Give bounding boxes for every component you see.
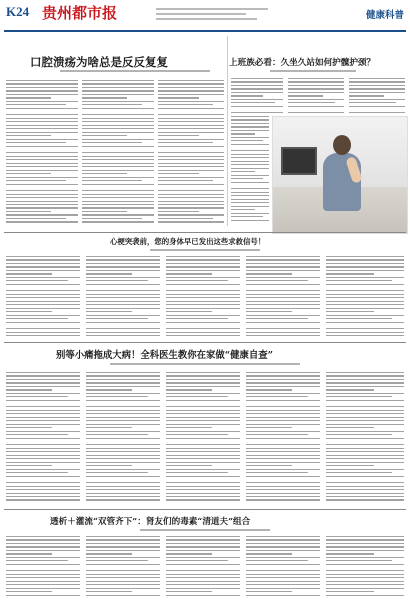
- section-title: 健康科普: [365, 10, 404, 21]
- section-divider: [4, 232, 406, 233]
- section-divider: [4, 509, 406, 510]
- article-body-text: [6, 372, 80, 507]
- article-byline: [140, 529, 270, 531]
- article-byline: [150, 249, 260, 251]
- article-body-text: [349, 78, 405, 114]
- article-byline: [60, 70, 210, 72]
- article-byline: [270, 70, 356, 72]
- section-divider: [4, 342, 406, 343]
- article-byline: [110, 363, 300, 365]
- article-title: 别等小痛拖成大病！全科医生教你在家做“健康自查”: [56, 350, 274, 361]
- article-body-text: [246, 372, 320, 507]
- article-title: 上班族必看：久坐久站如何护髋护颈？: [229, 58, 376, 68]
- page-number: K24: [6, 4, 30, 19]
- masthead: 贵州都市报: [42, 4, 118, 22]
- article-body-text: [6, 80, 78, 230]
- article-title: 心梗突袭前，您的身体早已发出这些求救信号！: [110, 237, 266, 246]
- article-body-text: [6, 536, 80, 598]
- article-body-text: [166, 536, 240, 598]
- article-body-text: [86, 372, 160, 507]
- office-worker-illustration: [321, 135, 363, 213]
- masthead-subline: [42, 20, 43, 25]
- article-body-text: [326, 372, 404, 507]
- article-body-text: [326, 536, 404, 598]
- article-body-text: [288, 78, 344, 114]
- article-body-text: [166, 372, 240, 507]
- article-photo: [272, 116, 408, 234]
- editor-info: [156, 5, 296, 27]
- article-title: 口腔溃疡为啥总是反反复复: [30, 55, 168, 69]
- column-divider: [227, 36, 228, 226]
- article-body-text: [246, 536, 320, 598]
- article-title: 透析＋灌流“双管齐下”：肾友们的毒素“清道夫”组合: [50, 517, 251, 527]
- article-body-text: [82, 80, 154, 230]
- article-body-text: [158, 80, 224, 230]
- article-body-text: [231, 116, 269, 228]
- article-body-text: [231, 78, 283, 114]
- article-body-text: [166, 256, 240, 340]
- monitor-illustration: [281, 147, 317, 175]
- article-body-text: [86, 536, 160, 598]
- publication-date: [6, 21, 7, 26]
- article-body-text: [86, 256, 160, 340]
- article-body-text: [326, 256, 404, 340]
- article-body-text: [6, 256, 80, 340]
- article-body-text: [246, 256, 320, 340]
- header-rule: [4, 30, 406, 32]
